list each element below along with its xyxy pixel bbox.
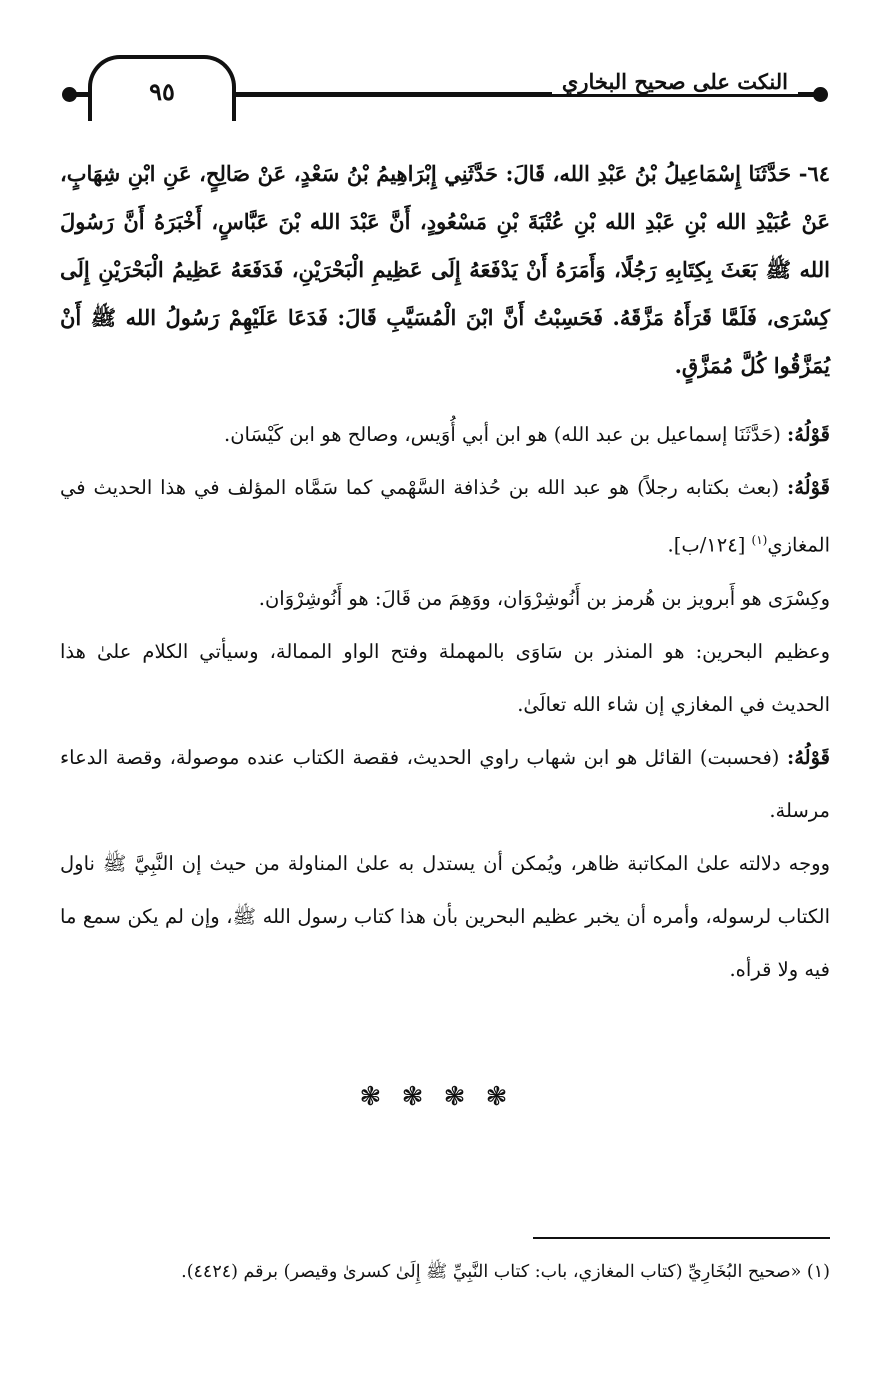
paragraph-text: (فحسبت) القائل هو ابن شهاب راوي الحديث، فقصة الكتاب عنده موصولة، وقصة الدعاء مرسلة. <box>60 745 830 822</box>
commentary-paragraph-1 <box>60 408 830 461</box>
paragraph-text: (بعث بكتابه رجلاً) هو عبد الله بن حُذافة السَّهْمي كما سَمَّاه المؤلف في هذا الحديث في المغازي <box>60 476 830 557</box>
section-ornament: ❃ ❃ ❃ ❃ <box>359 1082 514 1112</box>
paragraph-lead: قَوْلُهُ: <box>787 745 830 769</box>
header-dot-right <box>813 87 828 102</box>
commentary-paragraph-3: وكِسْرَى هو أَبرويز بن هُرمز بن أَنُوشِرْوَان، ووَهِمَ من قَالَ: هو أَنُوشِرْوَان. <box>258 586 830 610</box>
paragraph-lead: قَوْلُهُ: <box>787 423 830 446</box>
footnote-separator <box>533 1237 830 1239</box>
paragraph-text: (حَدَّثَنَا إسماعيل بن عبد الله) هو ابن أبي أُوَيس، وصالح هو ابن كَيْسَان. <box>224 423 787 446</box>
running-title: النكت على صحيح البخاري <box>552 69 798 94</box>
hadith-text: ٦٤- حَدَّثَنَا إِسْمَاعِيلُ بْنُ عَبْدِ الله، قَالَ: حَدَّثَنِي إِبْرَاهِيمُ بْنُ سَعْدٍ، عَنْ صَالِحٍ، عَنِ ابْنِ شِهَابٍ، عَنْ عُبَيْدِ الله بْنِ عَبْدِ الله بْنِ عُتْبَةَ بْنِ مَسْعُودٍ، أَنَّ عَبْدَ الله بْنَ عَبَّاسٍ، أَخْبَرَهُ أَنَّ رَسُولَ الله ﷺ بَعَثَ بِكِتَابِهِ رَجُلًا، وَأَمَرَهُ أَنْ يَدْفَعَهُ إِلَى عَظِيمِ الْبَحْرَيْنِ، فَدَفَعَهُ عَظِيمُ الْبَحْرَيْنِ إِلَى كِسْرَى، فَلَمَّا قَرَأَهُ مَزَّقَهُ. فَحَسِبْتُ أَنَّ ابْنَ الْمُسَيَّبِ قَالَ: فَدَعَا عَلَيْهِمْ رَسُولُ الله ﷺ أَنْ يُمَزَّقُوا كُلَّ مُمَزَّقٍ. <box>60 161 830 378</box>
commentary-paragraph-2 <box>60 461 830 572</box>
main-text <box>60 150 830 996</box>
commentary-paragraph-5 <box>60 731 830 837</box>
page-header <box>60 55 828 130</box>
commentary-paragraph-4: وعظيم البحرين: هو المنذر بن سَاوَى بالمهملة وفتح الواو الممالة، وسيأتي الكلام علىٰ هذا الحديث في المغازي إن شاء الله تعالَىٰ. <box>60 639 830 716</box>
header-dot-left <box>62 87 77 102</box>
footnote: (١) «صحيح البُخَارِيِّ (كتاب المغازي، باب: كتاب النَّبِيِّ ﷺ إِلَىٰ كسرىٰ وقيصر) برقم (٤٤٢٤). <box>181 1262 830 1282</box>
footnote-reference[interactable]: (١) <box>751 533 768 547</box>
commentary-paragraph-6: ووجه دلالته علىٰ المكاتبة ظاهر، ويُمكن أن يستدل به علىٰ المناولة من حيث إن النَّبِيَّ ﷺ ناول الكتاب لرسوله، وأمره أن يخبر عظيم البحرين بأن هذا كتاب رسول الله ﷺ، وإن لم يكن سمع ما فيه ولا قرأه. <box>60 851 830 981</box>
page-number: ٩٥ <box>88 55 236 121</box>
manuscript-reference: [١٢٤/ب]. <box>667 533 752 557</box>
paragraph-lead: قَوْلُهُ: <box>787 476 830 499</box>
